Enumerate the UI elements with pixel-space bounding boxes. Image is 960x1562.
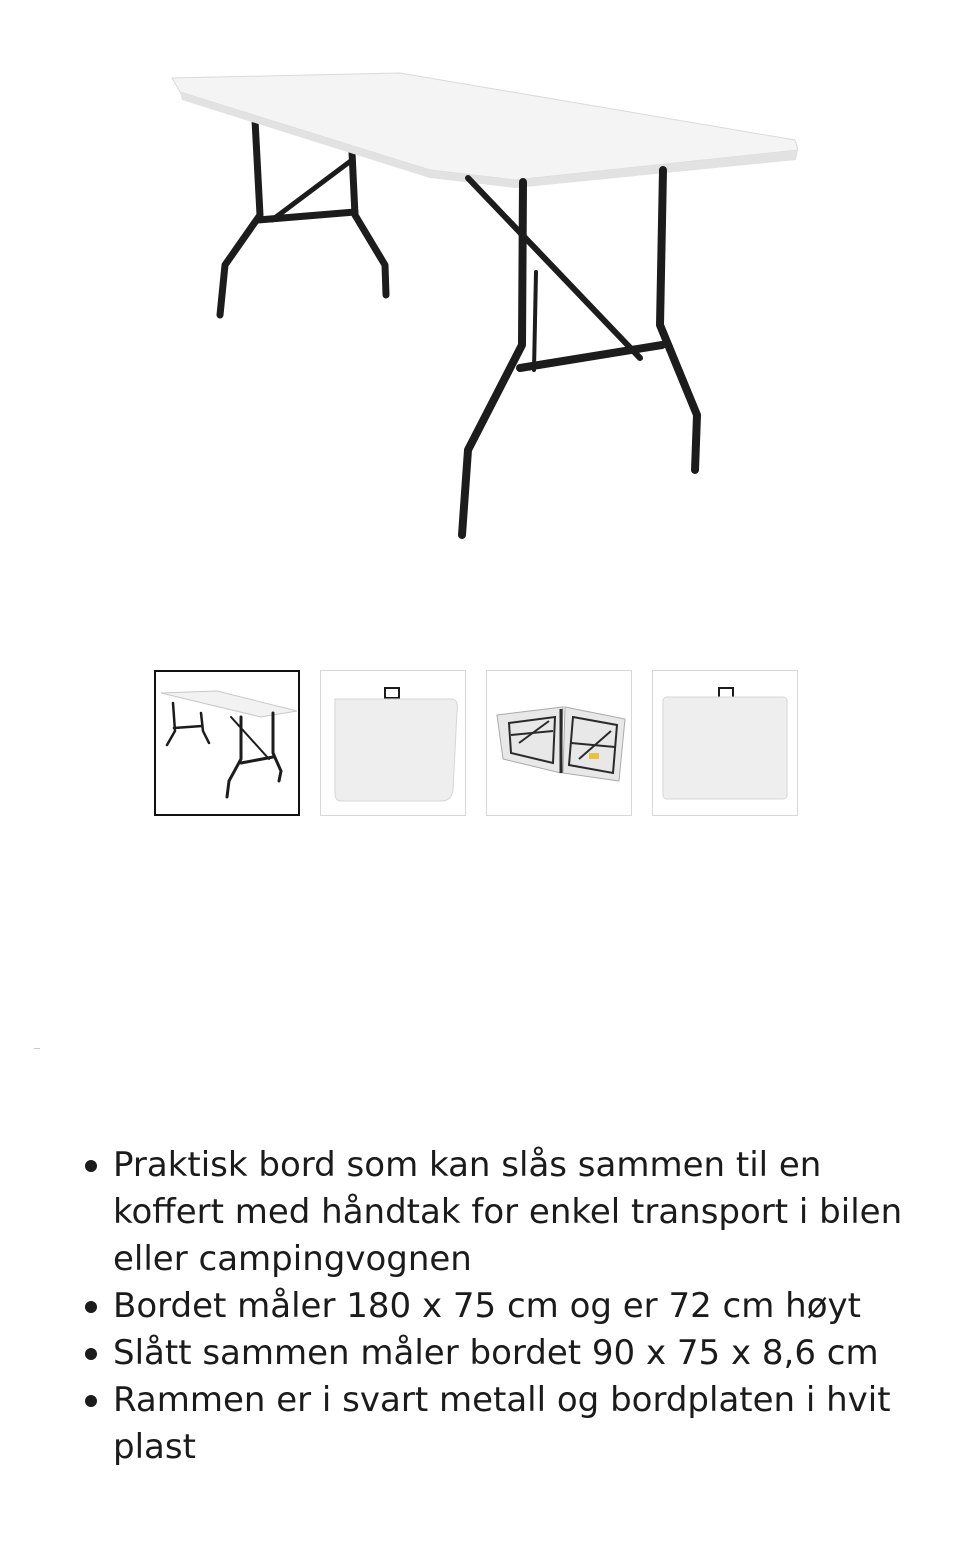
feature-list [82,1142,932,1471]
thumbnail-strip [154,670,798,816]
feature-text: Bordet måler 180 x 75 cm og er 72 cm høyt [113,1286,861,1326]
bullet-icon [85,1348,97,1360]
feature-text: Slått sammen måler bordet 90 x 75 x 8,6 cm [113,1333,879,1373]
thumbnail-folded-case[interactable] [320,670,466,816]
bullet-icon [85,1395,97,1407]
feature-item [82,1142,932,1283]
main-product-image [150,55,830,555]
feature-text: Rammen er i svart metall og bordplaten i hvit plast [113,1380,891,1467]
bullet-icon [85,1160,97,1172]
feature-item [82,1377,932,1471]
thumbnail-underside[interactable] [486,670,632,816]
thumbnail-folded-case-front[interactable] [652,670,798,816]
thumbnail-table-open[interactable] [154,670,300,816]
divider-speck [34,1048,40,1049]
feature-item [82,1330,932,1377]
bullet-icon [85,1301,97,1313]
feature-text: Praktisk bord som kan slås sammen til en koffert med håndtak for enkel transport i bilen eller campingvognen [113,1145,903,1279]
feature-item [82,1283,932,1330]
